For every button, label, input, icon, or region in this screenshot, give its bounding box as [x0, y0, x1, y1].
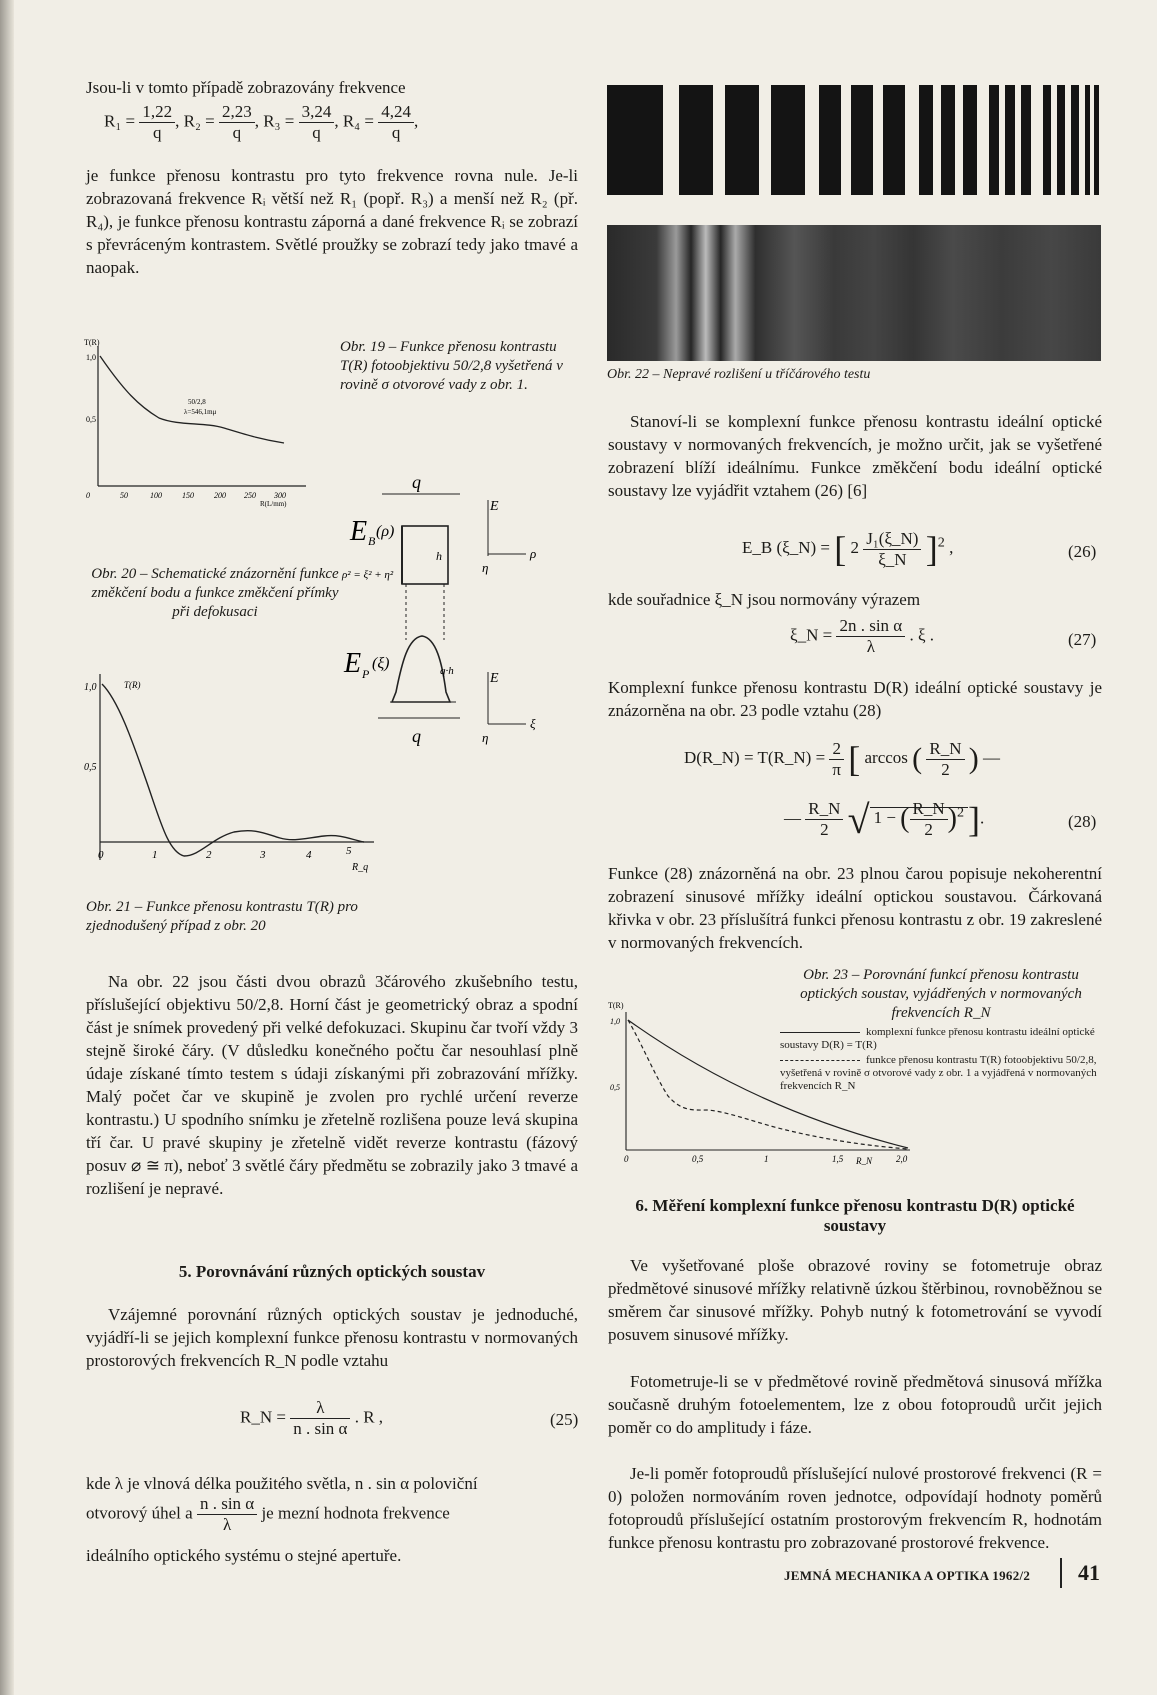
left-para-3-text: Vzájemné porovnání různých optických soustav je jednoduché, vyjádří-li se jejich komplexní funkce přenosu kontrastu v normovaných prostorových frekvencích R_N podle vztahu	[86, 1305, 578, 1370]
right-para-2	[608, 588, 1102, 611]
eq25-rhs: . R ,	[354, 1407, 384, 1427]
eq26-num: J₁(ξ_N)	[863, 529, 921, 550]
r3-den: q	[312, 123, 321, 142]
eq26-exp: 2	[937, 534, 945, 551]
equation-28-line1: D(R_N) = T(R_N) = $\frac{2}{\pi}$ [ arccos ( $\frac{R\_N}{2}$ ) —	[684, 738, 1001, 779]
fig20-eta-2: η	[482, 730, 489, 745]
fig20-schematic	[342, 472, 580, 790]
eq28-pi: π	[832, 759, 841, 779]
fig19-y05: 0,5	[86, 415, 96, 424]
fig21-ylabel: T(R)	[124, 680, 141, 690]
eq28-two: 2	[829, 739, 844, 760]
r3-sym: R₃	[263, 111, 281, 131]
right-para-3-text: Komplexní funkce přenosu kontrastu D(R) ideální optické soustavy je znázorněna na obr. 23 podle vztahu (28)	[608, 678, 1102, 720]
left-para-1	[86, 164, 578, 279]
r4-num: 4,24	[378, 102, 414, 123]
eq28-two-d: 2	[924, 820, 933, 839]
fig20-rho: ρ	[530, 546, 537, 561]
fig20-qh: q·h	[440, 665, 454, 677]
fig19-xlabel: R(L/mm)	[260, 500, 287, 508]
eq27-lhs: ξ_N =	[790, 625, 833, 645]
right-para-1-text: Stanoví-li se komplexní funkce přenosu kontrastu ideální optické soustavy v normovaných frekvencích, je možno určit, jak se vyšetřené zobrazení blíží ideálnímu. Funkce změkčení bodu ideální optické soustavy lze vyjádřit vztahem (26) [6]	[608, 412, 1102, 500]
footer-divider	[1060, 1558, 1062, 1588]
r4-den: q	[391, 123, 401, 142]
right-para-4-text: Funkce (28) znázorněná na obr. 23 plnou čarou popisuje nekoherentní zobrazení sinusové mřížky ideální optickou soustavou. Čárkovaná křivka v obr. 23 příslušítrá funkci přenosu kontrastu z obr. 19 zakreslené v normovaných frekvencích.	[608, 864, 1102, 952]
fig22-caption: Obr. 22 – Nepravé rozlišení u tříčárového testu	[607, 367, 871, 382]
para4b-num: n . sin α	[197, 1494, 257, 1515]
fig19-xtick-4: 200	[214, 491, 226, 500]
left-para-1-text: je funkce přenosu kontrastu pro tyto frekvence rovna nule. Je-li zobrazovaná frekvence Rᵢ větší než R₁ (popř. R₃) a menší než R₂ (př. R₄), je funkce přenosu kontrastu záporná a dané frekvence Rᵢ se zobrazí s převráceným kontrastem. Světlé proužky se zobrazí tedy jako tmavé a naopak.	[86, 166, 578, 277]
fig20-q-bottom: q	[412, 726, 421, 746]
left-para-4a	[86, 1472, 578, 1495]
fig20-caption: Obr. 20 – Schematické znázornění funkce změkčení bodu a funkce změkčení přímky při defokusaci	[91, 566, 339, 620]
fig21-xtick-1: 1	[152, 849, 158, 861]
r-values-equation: R₁ = $\frac{1,22}{q}$ , R₂ = $\frac{2,23}{q}$ , R₃ = $\frac{3,24}{q}$ , R₄ = $\frac{4,24}{q}$ ,	[104, 102, 419, 142]
left-para-4b	[86, 1494, 578, 1535]
fig20-el-sub: P	[362, 667, 370, 681]
page-binding-shadow	[0, 0, 14, 1695]
para4b-post: je mezní hodnota frekvence	[261, 1503, 450, 1523]
fig23-y10: 1,0	[610, 1017, 620, 1026]
fig23-legend-solid-text: komplexní funkce přenosu kontrastu ideální optické soustavy D(R) = T(R)	[780, 1026, 1095, 1051]
para4b-pre: otvorový úhel a	[86, 1503, 193, 1523]
eq28-rn-3: R_N	[910, 799, 948, 820]
fig20-el-e: E	[344, 648, 362, 679]
fig23-lens-curve	[628, 1020, 908, 1149]
right-para-6	[608, 1370, 1102, 1439]
left-para-4c	[86, 1544, 578, 1567]
fig20-rho-eq: ρ² = ξ² + η²	[342, 569, 394, 581]
fig21-xlabel: R_q	[352, 862, 369, 873]
fig21-xtick-0: 0	[98, 849, 104, 861]
eq28-minus: —	[983, 747, 1001, 767]
fig20-eb-arg: (ρ)	[376, 523, 395, 540]
eq25-lhs: R_N =	[240, 1407, 286, 1427]
r2-den: q	[232, 123, 242, 142]
right-para-2-text: kde souřadnice ξ_N jsou normovány výrazem	[608, 590, 921, 609]
eq27-number: (27)	[1068, 630, 1097, 649]
fig19-caption: Obr. 19 – Funkce přenosu kontrastu T(R) fotoobjektivu 50/2,8 vyšetřená v rovině σ otvorové vady z obr. 1.	[340, 339, 563, 393]
fig19-xtick-6: 300	[274, 491, 286, 500]
fig23-xtick-3: 1,5	[832, 1154, 844, 1164]
intro-text	[86, 76, 578, 99]
fig21-xtick-3: 3	[260, 849, 266, 861]
eq28-line2-minus: —	[784, 808, 801, 828]
fig20-eb-sub: B	[368, 534, 376, 548]
fig21-chart	[84, 660, 384, 873]
equation-28-line2: — $\frac{R\_N}{2}$ √ 1 − ( $\frac{R\_N}{2}$ )$^2$ ].	[784, 797, 985, 842]
fig20-eb-e: E	[350, 516, 368, 547]
fig19-y10: 1,0	[86, 353, 96, 362]
fig20-e-label: E	[490, 499, 499, 514]
fig19-xtick-1: 50	[120, 491, 128, 500]
fig19-ylabel: T(R)	[84, 338, 100, 347]
fig20-e2-label: E	[490, 671, 499, 686]
eq28-two-c: 2	[820, 820, 829, 839]
fig21-xtick-5: 5	[346, 845, 352, 857]
left-para-2	[86, 970, 578, 1200]
fig23-xtick-0: 0	[624, 1154, 629, 1164]
eq27-num: 2n . sin α	[836, 616, 905, 637]
fig19-note1: 50/2,8	[188, 398, 206, 406]
fig23-xtick-2: 1	[764, 1154, 769, 1164]
fig23-ideal-curve	[628, 1020, 908, 1148]
fig21-xtick-4: 4	[306, 849, 312, 861]
fig21-caption: Obr. 21 – Funkce přenosu kontrastu T(R) pro zjednodušený případ z obr. 20	[86, 899, 358, 934]
r1-den: q	[152, 123, 162, 142]
fig19-xtick-5: 250	[244, 491, 256, 500]
right-para-7-text: Je-li poměr fotoproudů příslušející nulové prostorové frekvenci (R = 0) položen normováním roven jednotce, odpovídají hodnoty poměrů fotoproudů příslušející ostatním prostorovým frekvencím R, hodnotám funkce přenosu kontrastu pro zobrazované prostorové frekvence.	[608, 1464, 1102, 1552]
eq28-rn: R_N	[926, 739, 964, 760]
fig22-bottom-image	[607, 225, 1101, 361]
fig19-note2: λ=546,1mμ	[184, 408, 217, 416]
left-para-2-text: Na obr. 22 jsou části dvou obrazů 3čárového zkušebního testu, příslušející objektivu 50/2,8. Horní část je geometrický obraz a spodní část je snímek provedený při velké defokuzaci. Skupinu čar tvoří vždy 3 stejně široké čáry. (V důsledku konečného počtu čar nesouhlasí plně údaje získané tímto testem s údaji získanými při zobrazování mřížky. Malý počet čar ve skupině je zvolen pro rychlé určení reverze kontrastu.) U spodního snímku je zřetelně rozlišena pouze levá skupina tří čar. U pravé skupiny je zřetelně vidět reverze kontrastu (fázový posuv ⌀ ≅ π), neboť 3 světlé čáry předmětu se zobrazily jako 3 tmavé a rozlišení je nepravé.	[86, 972, 578, 1198]
fig23-xtick-1: 0,5	[692, 1154, 704, 1164]
right-para-7	[608, 1462, 1102, 1554]
fig21-xtick-2: 2	[206, 849, 212, 861]
right-para-5-text: Ve vyšetřované ploše obrazové roviny se fotometruje obraz předmětové sinusové mřížky relativně úzkou štěrbinou, rovnoběžnou se směrem čar sinusové mřížky. Pohyb nutný k fotometrování se vyvodí posuvem sinusové mřížky.	[608, 1256, 1102, 1344]
r1-sym: R₁	[104, 111, 122, 131]
fig20-xi: ξ	[530, 716, 536, 731]
fig19-xtick-0: 0	[86, 491, 90, 500]
eq28-number: (28)	[1068, 812, 1097, 831]
right-para-6-text: Fotometruje-li se v předmětové rovině předmětová sinusová mřížka současně druhým fotoelementem, lze z obou fotoproudů určit jejich poměr co do amplitudy i fáze.	[608, 1372, 1102, 1437]
journal-footer: JEMNÁ MECHANIKA A OPTIKA 1962/2	[784, 1568, 1031, 1583]
eq26-den: ξ_N	[878, 549, 907, 569]
fig20-h: h	[436, 549, 442, 563]
intro-line: Jsou-li v tomto případě zobrazovány frekvence	[86, 78, 406, 97]
fig23-chart	[608, 1000, 918, 1166]
eq28-rn-2: R_N	[805, 799, 843, 820]
eq27-den: λ	[866, 637, 875, 656]
left-para-3	[86, 1303, 578, 1372]
equation-26: E_B (ξ_N) = [ 2 $\frac{\text{J₁(ξ\_N)}}{\xi\_N}$ ]$^2$ ,	[742, 528, 954, 569]
equation-25	[240, 1398, 383, 1439]
right-para-4	[608, 862, 1102, 954]
eq28-lhs: D(R_N) = T(R_N) =	[684, 747, 826, 767]
fig21-y10: 1,0	[84, 682, 97, 693]
right-para-5	[608, 1254, 1102, 1346]
fig21-curve	[102, 684, 364, 856]
eq28-arccos: arccos	[864, 747, 908, 767]
fig23-caption: Obr. 23 – Porovnání funkcí přenosu kontrastu optických soustav, vyjádřených v normovaných frekvencích R_N	[800, 967, 1082, 1021]
right-para-3	[608, 676, 1102, 722]
fig23-xlabel: R_N	[856, 1156, 873, 1166]
section5-title: 5. Porovnávání různých optických soustav	[178, 1262, 486, 1281]
eq28-two-b: 2	[941, 759, 950, 779]
right-para-1	[608, 410, 1102, 502]
eq26-pre: 2	[850, 537, 859, 557]
fig20-el-arg: (ξ)	[372, 655, 390, 672]
eq26-lhs: E_B (ξ_N) =	[742, 537, 830, 557]
fig22-top-image	[607, 85, 1101, 195]
r2-sym: R₂	[183, 111, 201, 131]
equation-27	[790, 616, 934, 657]
fig23-legend-dashed-text: funkce přenosu kontrastu T(R) fotoobjektivu 50/2,8, vyšetřená v rovině σ otvorové vady z obr. 1 a vyjádřená v normovaných frekvencích R_N	[780, 1054, 1097, 1092]
fig19-xtick-3: 150	[182, 491, 194, 500]
fig23-y05: 0,5	[610, 1083, 620, 1092]
fig23-xtick-4: 2,0	[896, 1154, 908, 1164]
para4b-den: λ	[222, 1515, 232, 1534]
fig20-eta: η	[482, 560, 489, 575]
fig22-bar-pattern	[607, 85, 1101, 195]
r3-num: 3,24	[299, 102, 335, 123]
r1-num: 1,22	[139, 102, 175, 123]
eq25-num: λ	[290, 1398, 350, 1419]
left-para-4a-text: kde λ je vlnová délka použitého světla, n . sin α poloviční	[86, 1474, 478, 1493]
r4-sym: R₄	[342, 111, 361, 131]
eq25-den: n . sin α	[293, 1419, 348, 1438]
left-para-4c-text: ideálního optického systému o stejné apertuře.	[86, 1546, 402, 1565]
fig21-y05: 0,5	[84, 762, 97, 773]
eq27-rhs: . ξ .	[909, 625, 935, 645]
fig23-ylabel: T(R)	[608, 1001, 624, 1010]
r2-num: 2,23	[219, 102, 255, 123]
section6-title: 6. Měření komplexní funkce přenosu kontrastu D(R) optické soustavy	[635, 1196, 1075, 1235]
page-number: 41	[1078, 1560, 1100, 1585]
fig19-chart	[84, 336, 324, 506]
fig20-q-top: q	[412, 472, 421, 492]
eq25-number: (25)	[550, 1410, 579, 1429]
fig19-xtick-2: 100	[150, 491, 162, 500]
eq26-number: (26)	[1068, 542, 1097, 561]
